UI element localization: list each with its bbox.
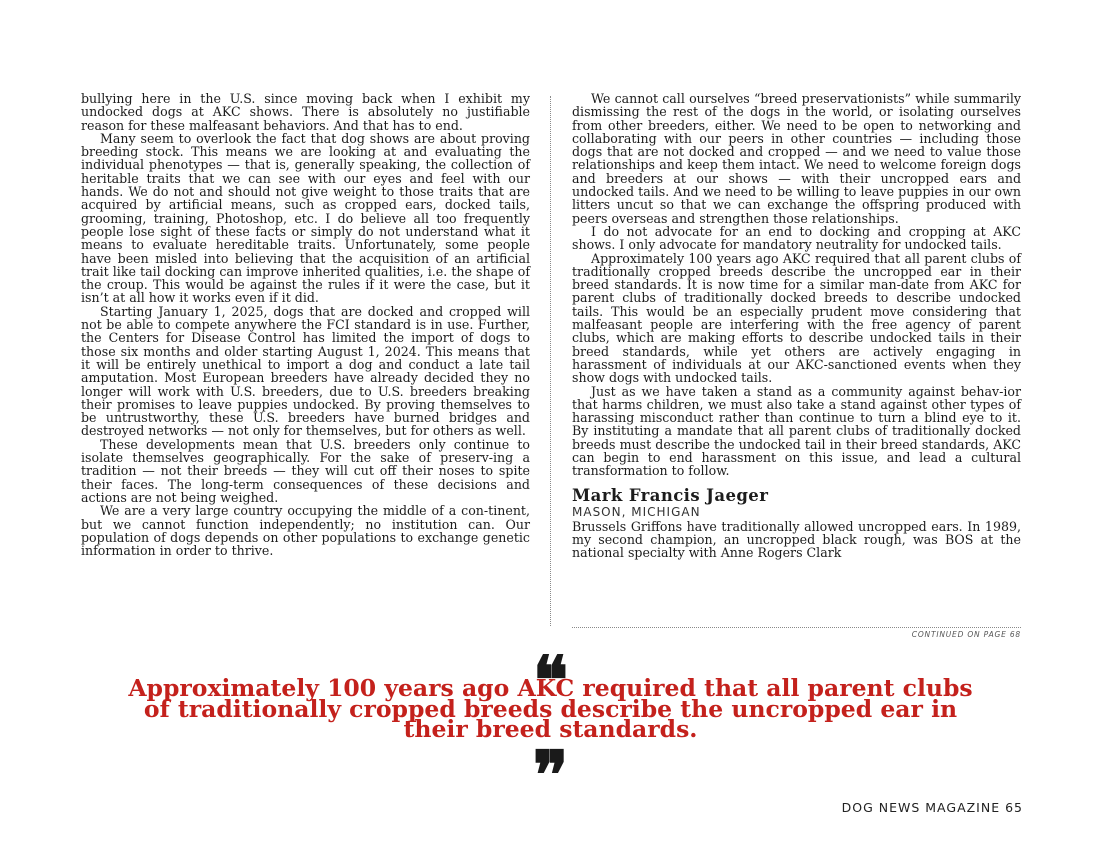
left-paragraph-2: Many seem to overlook the fact that dog shows are about proving breeding stock. This means we are looking at and evaluating the individual phenotypes — that is, generally speaking, the collection of heritable traits that we can see with our eyes and feel with our hands. We do not and should not give weight to those traits that are acquired by artificial means, such as cropped ears, docked tails, grooming, training, Photoshop, etc. I do believe all too frequently people lose sight of these facts or simply do not understand what it means to evaluate hereditable traits. Unfortunately, some people have been misled into believing that the acquisition of an artificial trait like tail docking can improve inherited qualities, i.e. the shape of the croup. This would be against the rules if it were the case, but it isn’t at all how it works even if it did.: [81, 130, 530, 306]
page-footer: DOG NEWS MAGAZINE 65: [841, 800, 1023, 815]
letter-author-location: MASON, MICHIGAN: [572, 504, 701, 519]
letter-body-start: Brussels Griffons have traditionally allowed uncropped ears. In 1989, my second champion, an uncropped black rough, was BOS at the national specialty with Anne Rogers Clark: [572, 518, 1021, 561]
right-paragraph-4: Just as we have taken a stand as a community against behav-ior that harms children, we must also take a stand against other types of harassing misconduct rather than continue to turn a blind eye to it. By instituting a mandate that all parent clubs of traditionally docked breeds must describe the undocked tail in their breed standards, AKC can begin to end harassment on this issue, and lead a cultural transformation to follow.: [572, 383, 1021, 479]
right-article-column: [572, 92, 1021, 560]
right-paragraph-3: Approximately 100 years ago AKC required that all parent clubs of traditionally cropped breeds describe the uncropped ear in their breed standards. It is now time for a similar man-date from AKC for parent clubs of traditionally docked breeds to describe undocked tails. This would be an especially prudent move considering that malfeasant people are interfering with the free agency of parent clubs, which are making efforts to describe undocked tails in their breed standards, while yet others are actively engaging in harassment of individuals at our AKC-sanctioned events when they show dogs with undocked tails.: [572, 250, 1021, 386]
left-article-column: [81, 92, 530, 557]
left-paragraph-3: Starting January 1, 2025, dogs that are docked and cropped will not be able to compete anywhere the FCI standard is in use. Further, the Centers for Disease Control has limited the import of dogs to those six months and older starting August 1, 2024. This means that it will be entirely unethical to import a dog and conduct a late tail amputation. Most European breeders have already decided they no longer will work with U.S. breeders, due to U.S. breeders breaking their promises to leave puppies undocked. By proving themselves to be untrustworthy, these U.S. breeders have burned bridges and destroyed networks — not only for themselves, but for others as well.: [81, 303, 530, 439]
column-bottom-rule: [572, 627, 1021, 628]
column-divider: [550, 96, 551, 626]
pull-quote: Approximately 100 years ago AKC required that all parent clubs of traditionally cropped breeds describe the uncropped ear in their breed standards.: [128, 674, 973, 743]
left-paragraph-1: bullying here in the U.S. since moving back when I exhibit my undocked dogs at AKC shows. There is absolutely no justifiable reason for these malfeasant behaviors. And that has to end.: [81, 91, 530, 133]
letter-author-name: Mark Francis Jaeger: [572, 485, 769, 505]
close-quote-icon: [0, 745, 1101, 781]
left-paragraph-5: We are a very large country occupying the middle of a con-tinent, but we cannot function independently; no institution can. Our population of dogs depends on other populations to exchange genetic information in order to thrive.: [81, 503, 530, 559]
left-paragraph-4: These developments mean that U.S. breeders only continue to isolate themselves geographically. For the sake of preserv-ing a tradition — not their breeds — they will cut off their noses to spite their faces. The long-term consequences of these decisions and actions are not being weighed.: [81, 436, 530, 505]
continued-on-page-link[interactable]: CONTINUED ON PAGE 68: [911, 630, 1021, 639]
right-paragraph-2: I do not advocate for an end to docking and cropping at AKC shows. I only advocate for mandatory neutrality for undocked tails.: [572, 223, 1021, 253]
right-paragraph-1: We cannot call ourselves “breed preservationists” while summarily dismissing the rest of the dogs in the world, or isolating ourselves from other breeders, either. We need to be open to networking and collaborating with our peers in other countries — including those dogs that are not docked and cropped — and we need to value those relationships and keep them intact. We need to welcome foreign dogs and breeders at our shows — with their uncropped ears and undocked tails. And we need to be willing to leave puppies in our own litters uncut so that we can exchange the offspring produced with peers overseas and strengthen those relationships.: [572, 91, 1021, 226]
